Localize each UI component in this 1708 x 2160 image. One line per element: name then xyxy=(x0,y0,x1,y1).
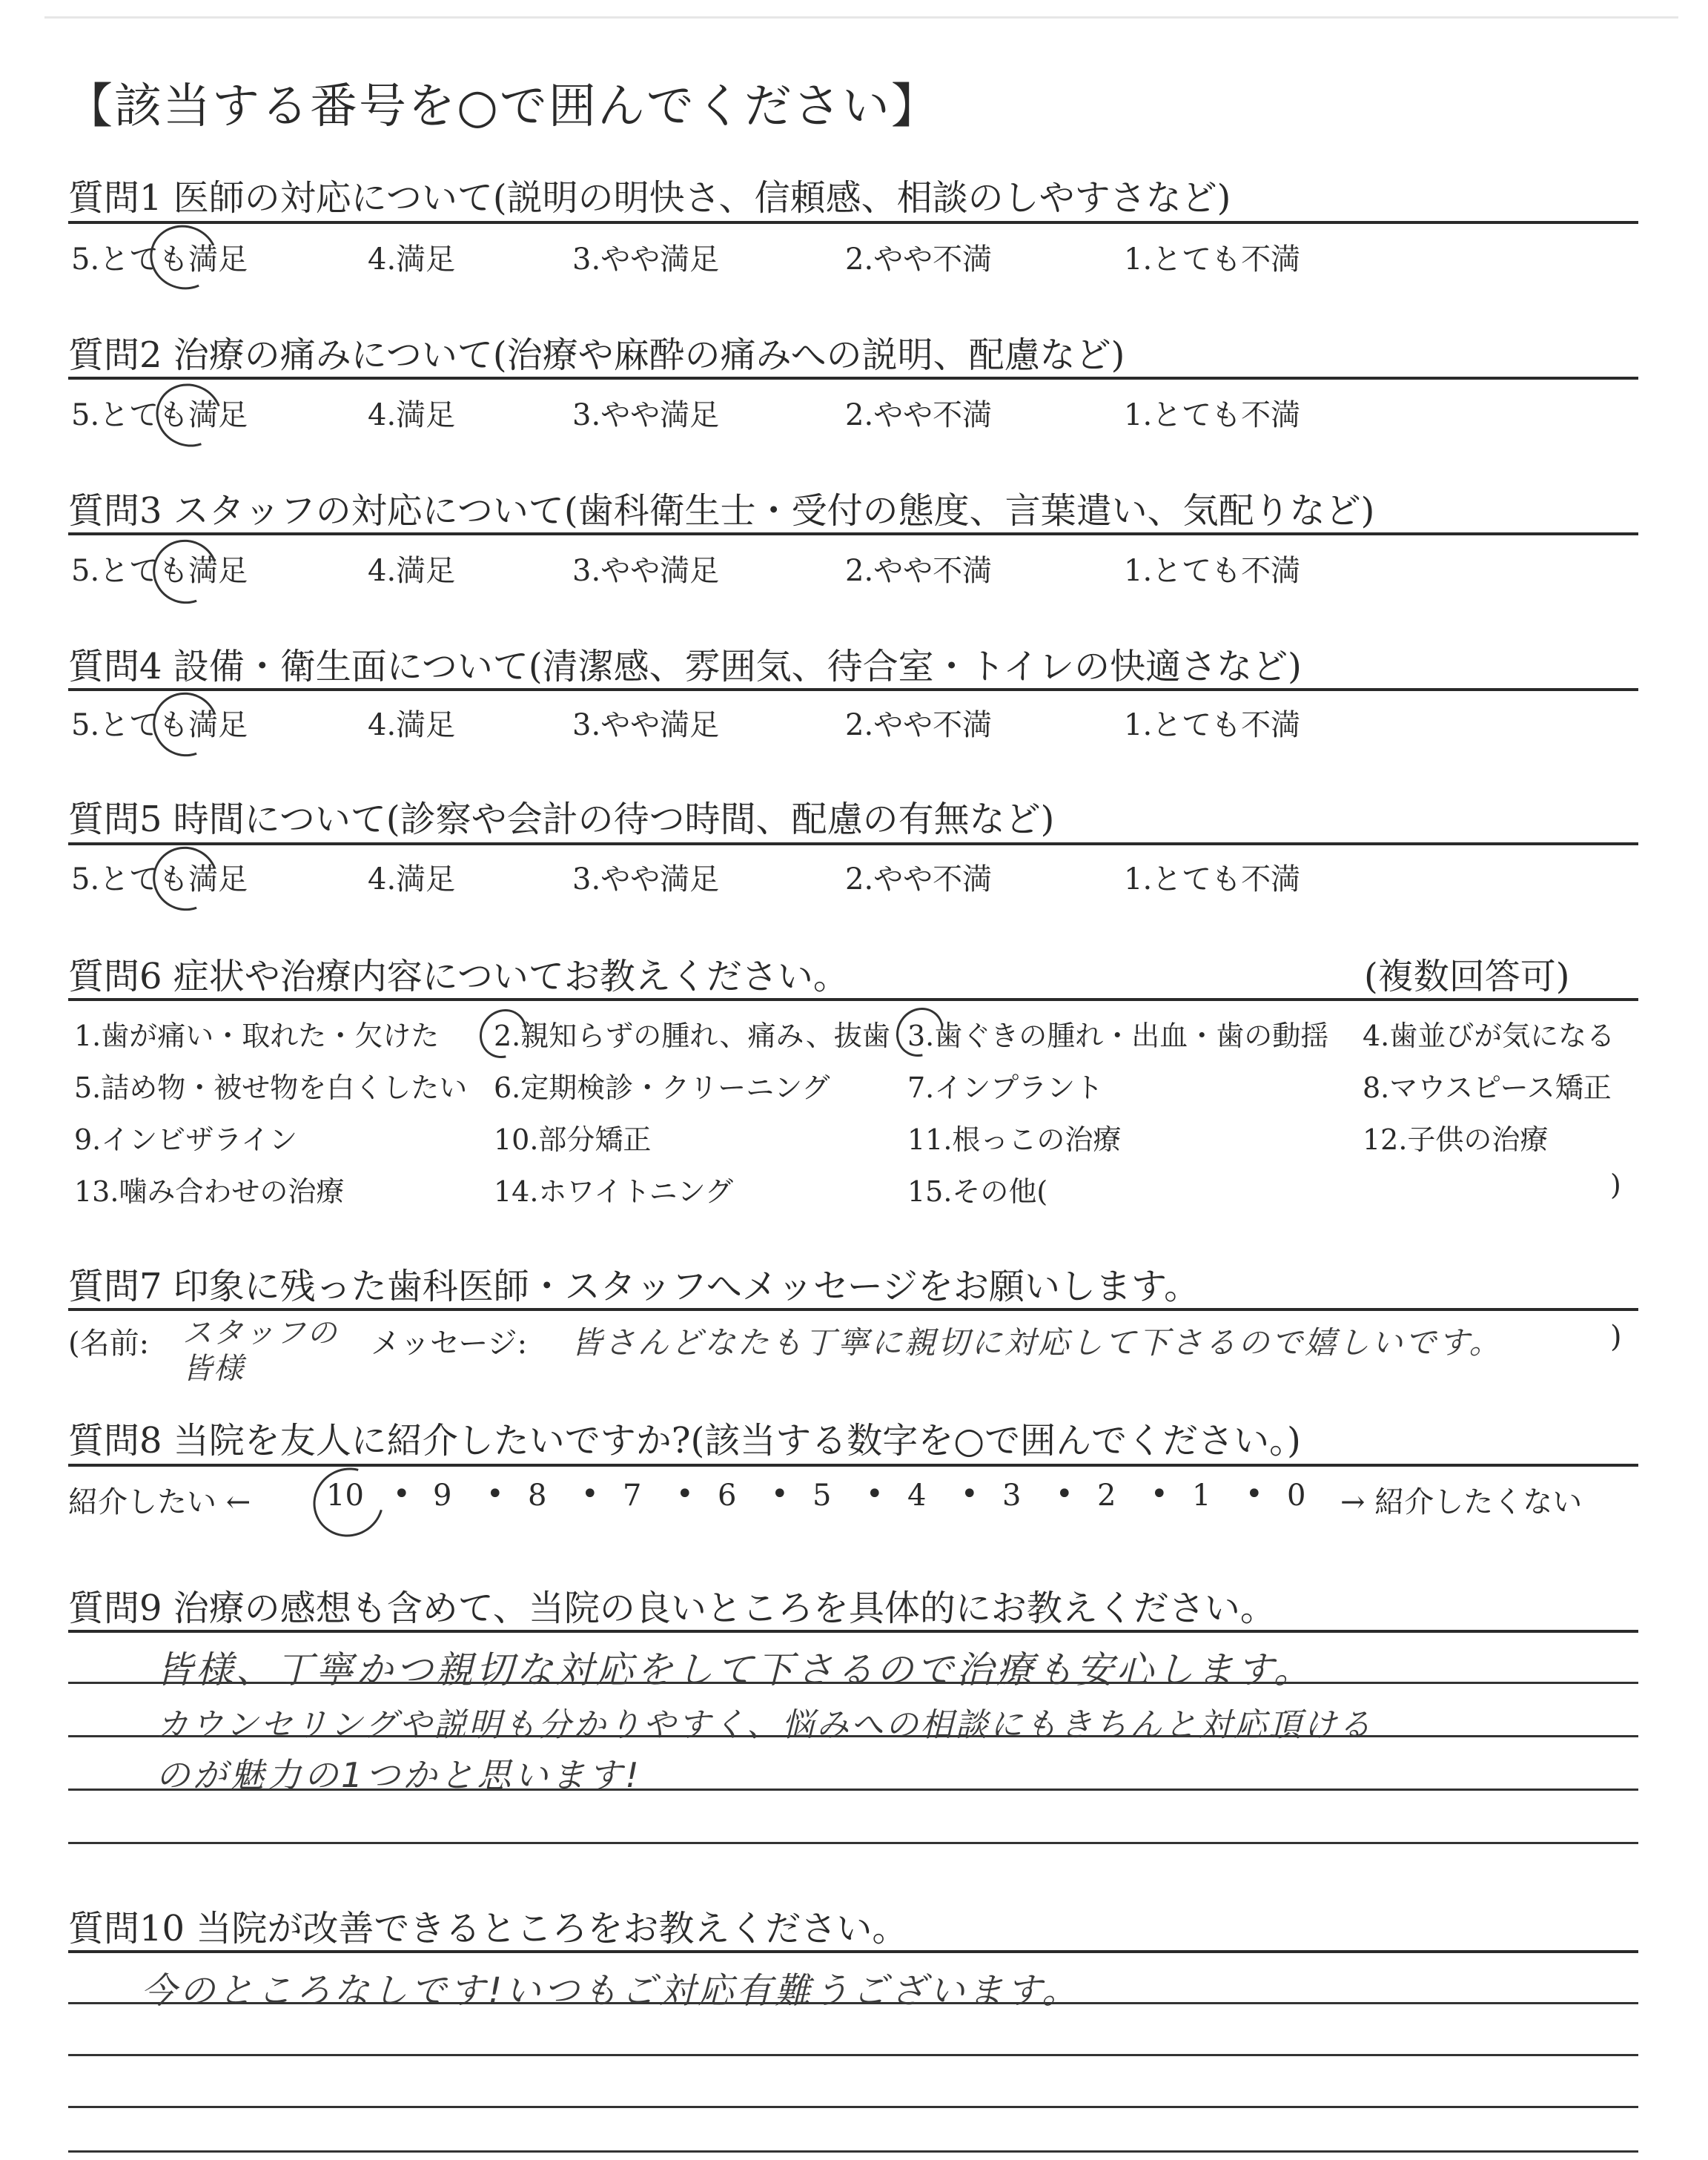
q4-option-2[interactable]: 2.やや不満 xyxy=(845,708,993,742)
q5-option-5[interactable]: 5.とても満足 xyxy=(71,862,248,896)
q8-scale-0[interactable]: 0 xyxy=(1287,1479,1306,1513)
q6-option-6[interactable]: 6.定期検診・クリーニング xyxy=(494,1071,830,1104)
q10-line-2 xyxy=(68,2054,1638,2056)
q8-scale-7[interactable]: 7 xyxy=(623,1479,642,1513)
q8-dot: • xyxy=(961,1477,979,1511)
q8-title: 質問8 当院を友人に紹介したいですか?(該当する数字を○で囲んでください。) xyxy=(68,1420,1301,1462)
q9-answer-line-2[interactable]: カウンセリングや説明も分かりやすく、悩みへの相談にもきちんと対応頂ける xyxy=(156,1706,1374,1744)
q8-scale-5[interactable]: 5 xyxy=(812,1479,832,1513)
q6-option-5[interactable]: 5.詰め物・被せ物を白くしたい xyxy=(74,1071,468,1104)
q10-answer-line-1[interactable]: 今のところなしです!いつもご対応有難うございます。 xyxy=(141,1970,1081,2012)
q6-option-4[interactable]: 4.歯並びが気になる xyxy=(1363,1020,1615,1052)
q4-option-1[interactable]: 1.とても不満 xyxy=(1124,708,1301,742)
q8-dot: • xyxy=(771,1477,789,1511)
q5-option-4[interactable]: 4.満足 xyxy=(368,862,456,896)
q4-selection-circle xyxy=(142,681,228,767)
q8-scale-2[interactable]: 2 xyxy=(1097,1479,1116,1513)
q2-rule xyxy=(68,377,1638,380)
q6-option-15[interactable]: 15.その他( xyxy=(907,1175,1048,1208)
q8-scale-4[interactable]: 4 xyxy=(907,1479,927,1513)
q9-title: 質問9 治療の感想も含めて、当院の良いところを具体的にお教えください。 xyxy=(68,1588,1276,1629)
q6-multiple-note: (複数回答可) xyxy=(1364,956,1570,997)
q4-title: 質問4 設備・衛生面について(清潔感、雰囲気、待合室・トイレの快適さなど) xyxy=(68,646,1302,687)
q2-option-5[interactable]: 5.とても満足 xyxy=(71,398,248,432)
q4-rule xyxy=(68,688,1638,691)
q7-name-label: (名前: xyxy=(68,1327,150,1361)
q1-selection-circle xyxy=(141,216,227,299)
q8-scale-3[interactable]: 3 xyxy=(1002,1479,1022,1513)
q8-rule xyxy=(68,1464,1638,1467)
q8-scale-9[interactable]: 9 xyxy=(433,1479,452,1513)
q6-option-9[interactable]: 9.インビザライン xyxy=(74,1123,298,1156)
q10-line-3 xyxy=(68,2106,1638,2108)
q6-option-13[interactable]: 13.噛み合わせの治療 xyxy=(74,1175,345,1208)
q3-option-1[interactable]: 1.とても不満 xyxy=(1124,554,1301,588)
q8-scale-10[interactable]: 10 xyxy=(326,1479,364,1513)
q2-option-3[interactable]: 3.やや満足 xyxy=(572,398,720,432)
q9-line-4 xyxy=(68,1842,1638,1844)
q3-title: 質問3 スタッフの対応について(歯科衛生士・受付の態度、言葉遣い、気配りなど) xyxy=(68,490,1375,532)
page-top-border xyxy=(44,16,1678,19)
q8-right-label: → 紹介したくない xyxy=(1340,1485,1583,1519)
q6-option-2[interactable]: 2.親知らずの腫れ、痛み、抜歯 xyxy=(494,1020,890,1052)
q5-option-2[interactable]: 2.やや不満 xyxy=(845,862,993,896)
q5-option-1[interactable]: 1.とても不満 xyxy=(1124,862,1301,896)
q10-rule xyxy=(68,1950,1638,1953)
q6-option-12[interactable]: 12.子供の治療 xyxy=(1363,1123,1549,1156)
q6-option-11[interactable]: 11.根っこの治療 xyxy=(907,1123,1122,1156)
q7-rule xyxy=(68,1308,1638,1311)
q2-title: 質問2 治療の痛みについて(治療や麻酔の痛みへの説明、配慮など) xyxy=(68,334,1125,376)
q1-option-3[interactable]: 3.やや満足 xyxy=(572,242,720,277)
q3-option-2[interactable]: 2.やや不満 xyxy=(845,554,993,588)
q3-option-3[interactable]: 3.やや満足 xyxy=(572,554,720,588)
q8-left-label: 紹介したい ← xyxy=(68,1485,251,1519)
q5-option-3[interactable]: 3.やや満足 xyxy=(572,862,720,896)
q7-message-label: メッセージ: xyxy=(371,1327,528,1361)
q9-rule xyxy=(68,1630,1638,1633)
q7-name-value[interactable]: スタッフの皆様 xyxy=(182,1316,338,1386)
q6-option-10[interactable]: 10.部分矯正 xyxy=(494,1123,652,1156)
q3-option-5[interactable]: 5.とても満足 xyxy=(71,554,248,588)
q6-option-3-circle xyxy=(887,998,953,1066)
q8-selection-circle xyxy=(300,1455,396,1550)
q8-dot: • xyxy=(1056,1477,1073,1511)
q9-answer-line-1[interactable]: 皆様、丁寧かつ親切な対応をして下さるので治療も安心します。 xyxy=(156,1648,1314,1691)
q6-rule xyxy=(68,998,1638,1001)
q2-selection-circle xyxy=(145,373,232,458)
q8-dot: • xyxy=(1151,1477,1168,1511)
q10-line-4 xyxy=(68,2150,1638,2153)
q8-dot: • xyxy=(676,1477,694,1511)
q5-title: 質問5 時間について(診察や会計の待つ時間、配慮の有無など) xyxy=(68,799,1055,840)
q7-message-value[interactable]: 皆さんどなたも丁寧に親切に対応して下さるので嬉しいです。 xyxy=(571,1324,1503,1361)
q1-option-1[interactable]: 1.とても不満 xyxy=(1124,242,1301,277)
q8-scale-6[interactable]: 6 xyxy=(718,1479,737,1513)
q6-option-2-circle xyxy=(470,1000,537,1067)
q6-option-1[interactable]: 1.歯が痛い・取れた・欠けた xyxy=(74,1020,440,1052)
q6-option-3[interactable]: 3.歯ぐきの腫れ・出血・歯の動揺 xyxy=(907,1020,1329,1052)
q3-option-4[interactable]: 4.満足 xyxy=(368,554,456,588)
q7-title: 質問7 印象に残った歯科医師・スタッフへメッセージをお願いします。 xyxy=(68,1266,1200,1307)
q4-option-4[interactable]: 4.満足 xyxy=(368,708,456,742)
q4-option-3[interactable]: 3.やや満足 xyxy=(572,708,720,742)
q5-selection-circle xyxy=(142,836,228,921)
q8-dot: • xyxy=(393,1477,411,1511)
q2-option-1[interactable]: 1.とても不満 xyxy=(1124,398,1301,432)
q9-answer-line-3[interactable]: のが魅力の1つかと思います! xyxy=(156,1755,642,1795)
q6-title: 質問6 症状や治療内容についてお教えください。 xyxy=(68,956,849,997)
q8-scale-1[interactable]: 1 xyxy=(1192,1479,1211,1513)
q6-option-8[interactable]: 8.マウスピース矯正 xyxy=(1363,1071,1612,1104)
q6-option-7[interactable]: 7.インプラント xyxy=(907,1071,1104,1104)
instruction-title: 【該当する番号を○で囲んでください】 xyxy=(65,79,940,134)
q1-option-5[interactable]: 5.とても満足 xyxy=(71,242,248,277)
q1-option-4[interactable]: 4.満足 xyxy=(368,242,456,277)
q4-option-5[interactable]: 5.とても満足 xyxy=(71,708,248,742)
q1-option-2[interactable]: 2.やや不満 xyxy=(845,242,993,277)
q8-dot: • xyxy=(1245,1477,1263,1511)
q8-dot: • xyxy=(486,1477,504,1511)
q10-title: 質問10 当院が改善できるところをお教えください。 xyxy=(68,1908,908,1949)
q2-option-2[interactable]: 2.やや不満 xyxy=(845,398,993,432)
q3-rule xyxy=(68,532,1638,535)
q1-rule xyxy=(68,221,1638,224)
q6-other-close: ) xyxy=(1610,1169,1621,1201)
q1-title: 質問1 医師の対応について(説明の明快さ、信頼感、相談のしやすさなど) xyxy=(68,177,1231,219)
q8-dot: • xyxy=(581,1477,599,1511)
q8-dot: • xyxy=(866,1477,884,1511)
q7-close-paren: ) xyxy=(1610,1320,1622,1354)
q3-selection-circle xyxy=(142,529,228,614)
q6-option-14[interactable]: 14.ホワイトニング xyxy=(494,1175,734,1208)
q8-scale xyxy=(319,1479,1327,1516)
q2-option-4[interactable]: 4.満足 xyxy=(368,398,456,432)
q5-rule xyxy=(68,842,1638,845)
q8-scale-8[interactable]: 8 xyxy=(528,1479,547,1513)
